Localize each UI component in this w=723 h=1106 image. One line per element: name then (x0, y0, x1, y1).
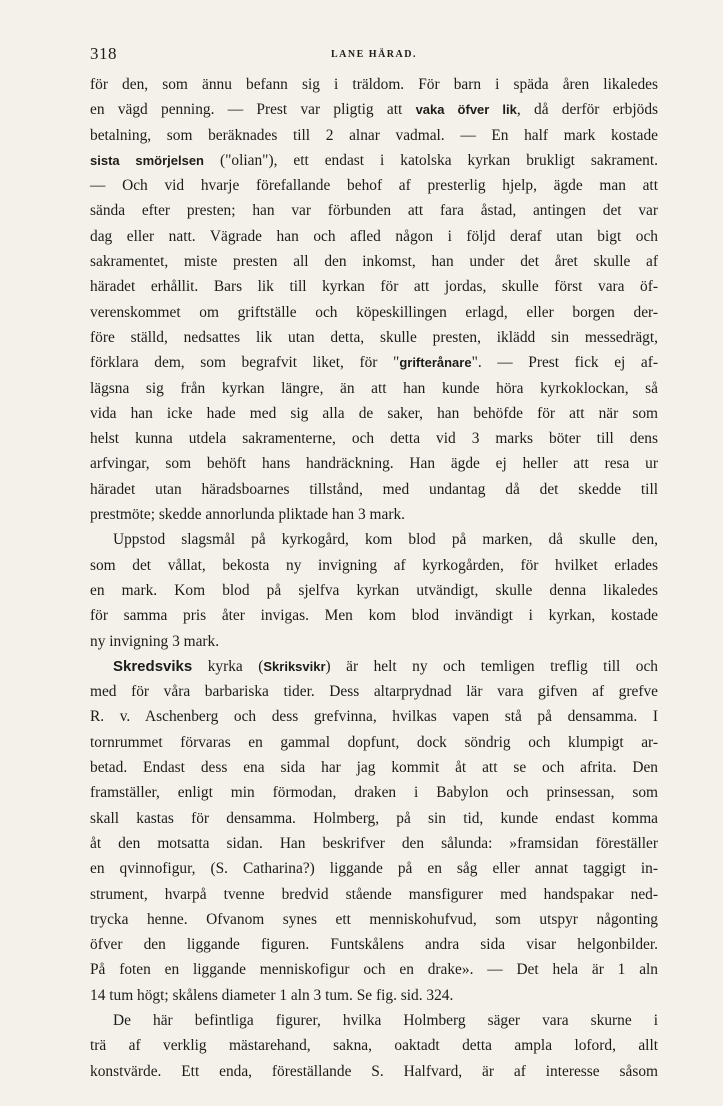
text-line (90, 249, 658, 274)
text-segment: helst kunna utdela sakramenterne, och detta vid 3 marks böter till dens (90, 430, 658, 448)
text-segment: verenskommet om griftställe och köpeskillingen erlagd, eller borgen der- (90, 303, 658, 321)
page-header (90, 44, 658, 68)
text-line (90, 856, 658, 881)
page-number: 318 (90, 44, 117, 63)
text-line (90, 451, 658, 476)
text-line (90, 527, 658, 552)
text-segment: — Och vid hvarje förefallande behof af presterlig hjelp, ägde man att (90, 177, 658, 195)
bold-term: sista smörjelsen (90, 152, 205, 168)
text-line (90, 755, 658, 780)
text-line (90, 654, 658, 679)
text-segment: betalning, som beräknades till 2 alnar vadmal. — En half mark kostade (90, 126, 658, 144)
text-segment: , då derför erbjöds (516, 101, 659, 119)
text-segment: vida han icke hade med sig alla de saker, han behöfde för att när som (90, 404, 658, 422)
text-line (90, 198, 658, 223)
text-line (90, 780, 658, 805)
text-segment: På foten en liggande menniskofigur och en drake». — Det hela är 1 aln (90, 961, 658, 979)
text-line (90, 173, 658, 198)
text-line (90, 123, 658, 148)
text-segment: med för våra barbariska tider. Dess altarprydnad lär vara gifven af grefve (90, 683, 658, 701)
bold-term: Skredsviks (113, 657, 193, 675)
text-line (90, 401, 658, 426)
text-segment: De här befintliga figurer, hvilka Holmberg säger vara skurne i (113, 1011, 658, 1029)
text-segment: förklara dem, som begrafvit liket, för " (90, 354, 400, 372)
text-segment: en mark. Kom blod på sjelfva kyrkan utvändigt, skulle denna likaledes (90, 581, 658, 599)
text-segment: ("olian"), ett endast i katolska kyrkan brukligt sakrament. (204, 151, 658, 169)
text-segment: tornrummet förvaras en gammal dopfunt, dock söndrig och klumpigt ar- (90, 733, 658, 751)
text-line (90, 679, 658, 704)
text-line (90, 730, 658, 755)
text-segment: trycka henne. Ofvanom synes ett menniskohufvud, som utspyr någonting (90, 910, 658, 928)
text-segment: häradet utan häradsboarnes tillstånd, med undantag då det skedde till (90, 480, 658, 498)
text-line (90, 72, 658, 97)
bold-term: grifterånare (399, 355, 472, 371)
text-segment: en vägd penning. — Prest var pligtig att (90, 101, 416, 119)
text-segment: som det vållat, bekosta ny invigning af kyrkogården, för hvilket erlades (90, 556, 658, 574)
text-segment: strument, hvarpå tvenne bredvid stående mansfigurer med handspakar ned- (90, 885, 658, 903)
text-line (90, 578, 658, 603)
text-segment: före ställd, nedsattes lik utan detta, skulle presten, iklädd sin messedrägt, (90, 328, 658, 346)
text-line (90, 426, 658, 451)
bold-term: Skriksvikr (263, 658, 326, 674)
text-line (90, 983, 658, 1008)
text-segment: för samma pris åter invigas. Men kom blod invändigt i kyrkan, kostade (90, 607, 658, 625)
text-segment: trä af verklig mästarehand, sakna, oaktadt detta ampla loford, allt (90, 1037, 658, 1055)
text-segment: lägsna sig från kyrkan längre, än att han kunde höra kyrkoklockan, så (90, 379, 658, 397)
text-segment: sända efter presten; han var förbunden att fara åstad, antingen det var (90, 202, 658, 220)
text-line (90, 1008, 658, 1033)
text-line (90, 806, 658, 831)
body-text (90, 72, 658, 1084)
running-head: LANE HÄRAD. (331, 49, 417, 60)
text-line (90, 502, 658, 527)
text-line (90, 274, 658, 299)
text-line (90, 553, 658, 578)
text-segment: för den, som ännu befann sig i träldom. För barn i späda åren likaledes (90, 76, 658, 93)
text-segment: öfver den liggande figuren. Funtskålens andra sida visar helgonbilder. (90, 936, 658, 954)
text-segment: ny invigning 3 mark. (90, 632, 220, 650)
text-line (90, 376, 658, 401)
text-line (90, 603, 658, 628)
text-line (90, 907, 658, 932)
text-segment: prestmöte; skedde annorlunda pliktade han 3 mark. (90, 506, 405, 524)
text-segment: arfvingar, som behöft hans handräckning. Han ägde ej heller att resa ur (90, 455, 658, 473)
text-segment: R. v. Aschenberg och dess grefvinna, hvilkas vapen stå på densamma. I (90, 708, 658, 726)
text-line (90, 882, 658, 907)
text-segment: ". — Prest fick ej af- (471, 354, 658, 372)
text-line (90, 629, 658, 654)
text-segment: kyrka ( (192, 657, 264, 675)
text-line (90, 831, 658, 856)
text-segment: häradet erhållit. Bars lik till kyrkan för att jordas, skulle först vara öf- (90, 278, 658, 296)
text-line (90, 1059, 658, 1084)
text-segment: konstvärde. Ett enda, föreställande S. Halfvard, är af interesse såsom (90, 1062, 658, 1080)
text-line (90, 704, 658, 729)
text-line (90, 300, 658, 325)
text-segment: ) är helt ny och temligen treflig till och (325, 657, 658, 675)
text-segment: dag eller natt. Vägrade han och afled någon i följd deraf utan bigt och (90, 227, 658, 245)
text-line (90, 224, 658, 249)
text-line (90, 932, 658, 957)
text-line (90, 97, 658, 122)
text-line (90, 148, 658, 173)
text-line (90, 1033, 658, 1058)
text-line (90, 477, 658, 502)
text-segment: Uppstod slagsmål på kyrkogård, kom blod på marken, då skulle den, (113, 531, 658, 549)
text-segment: skall kastas för densamma. Holmberg, på sin tid, kunde endast komma (90, 809, 658, 827)
text-line (90, 350, 658, 375)
text-segment: betad. Endast dess ena sida har jag kommit åt att se och afrita. Den (90, 759, 658, 777)
text-segment: 14 tum högt; skålens diameter 1 aln 3 tum. Se fig. sid. 324. (90, 986, 454, 1004)
text-segment: sakramentet, miste presten all den inkomst, han under det året skulle af (90, 253, 658, 271)
bold-term: vaka öfver lik (415, 102, 517, 118)
text-line (90, 957, 658, 982)
text-segment: en qvinnofigur, (S. Catharina?) liggande på en såg eller annat taggigt in- (90, 860, 658, 878)
text-segment: åt den motsatta sidan. Han beskrifver den sålunda: »framsidan föreställer (90, 834, 658, 852)
text-line (90, 325, 658, 350)
text-segment: framställer, enligt min förmodan, draken i Babylon och prinsessan, som (90, 784, 658, 802)
